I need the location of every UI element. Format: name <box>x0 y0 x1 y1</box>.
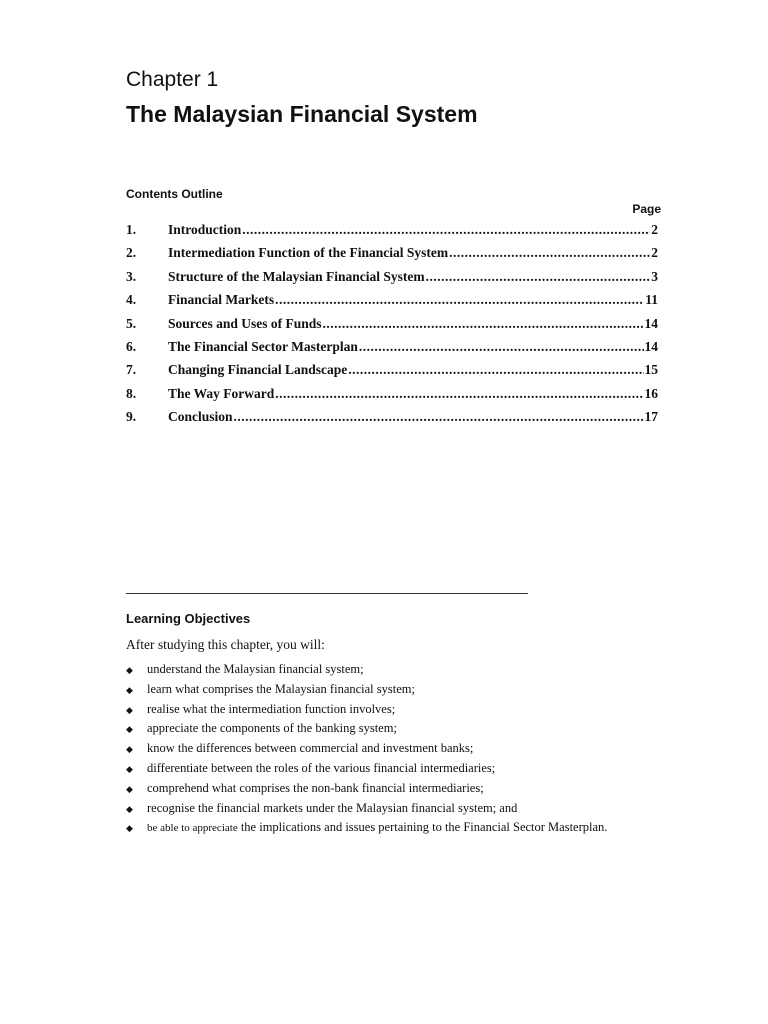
toc-dot-leader <box>359 339 644 355</box>
list-item <box>126 721 726 741</box>
toc-page-number: 15 <box>644 362 658 378</box>
list-item <box>126 761 726 781</box>
toc-number: 6. <box>126 338 137 354</box>
objective-text: understand the Malaysian financial system; <box>147 662 364 676</box>
toc-title: Sources and Uses of Funds <box>168 315 322 331</box>
toc-dot-leader <box>234 409 644 425</box>
toc-dot-leader <box>348 362 643 378</box>
list-item <box>126 781 726 801</box>
toc-page-number: 3 <box>651 268 658 284</box>
toc-title: Changing Financial Landscape <box>168 362 348 378</box>
diamond-bullet-icon: ◆ <box>126 823 133 834</box>
toc-number: 3. <box>126 268 137 284</box>
learning-objectives-list <box>126 662 726 840</box>
list-item <box>126 702 726 722</box>
toc-number: 5. <box>126 315 137 331</box>
list-item <box>126 820 726 840</box>
objective-text: realise what the intermediation function involves; <box>147 701 396 716</box>
toc-entry <box>126 362 658 385</box>
toc-page-number: 2 <box>651 222 658 237</box>
objective-lead-text: be able to appreciate <box>147 822 238 835</box>
learning-objectives-heading: Learning Objectives <box>126 611 251 626</box>
toc-title: Introduction <box>168 222 242 237</box>
diamond-bullet-icon: ◆ <box>126 684 133 695</box>
toc-entry <box>126 409 658 432</box>
toc-title: The Financial Sector Masterplan <box>168 338 358 354</box>
toc-title: The Way Forward <box>168 385 275 401</box>
contents-outline-heading: Contents Outline <box>126 187 223 201</box>
objective-text: recognise the financial markets under the Malaysian financial system; and <box>147 800 518 815</box>
toc-title: Conclusion <box>168 409 233 425</box>
toc-number: 1. <box>126 222 137 237</box>
toc-dot-leader <box>275 386 643 402</box>
objective-text: comprehend what comprises the non-bank financial intermediaries; <box>147 780 484 795</box>
diamond-bullet-icon: ◆ <box>126 744 133 755</box>
toc-number: 4. <box>126 292 137 308</box>
toc-number: 7. <box>126 362 137 378</box>
chapter-label: Chapter 1 <box>126 68 219 91</box>
toc-dot-leader <box>323 316 644 332</box>
toc-page-number: 14 <box>644 315 658 331</box>
diamond-bullet-icon: ◆ <box>126 665 133 675</box>
table-of-contents <box>126 222 658 433</box>
learning-objectives-intro: After studying this chapter, you will: <box>126 637 325 652</box>
toc-entry <box>126 386 658 409</box>
objective-text: appreciate the components of the banking system; <box>147 721 397 736</box>
toc-dot-leader <box>275 292 644 308</box>
toc-title: Structure of the Malaysian Financial System <box>168 268 425 284</box>
objective-text: differentiate between the roles of the various financial intermediaries; <box>147 760 496 775</box>
objective-text: the implications and issues pertaining to the Financial Sector Masterplan. <box>237 820 608 835</box>
toc-page-number: 2 <box>651 245 658 261</box>
list-item <box>126 741 726 761</box>
toc-entry <box>126 245 658 268</box>
toc-number: 2. <box>126 245 137 261</box>
list-item <box>126 801 726 821</box>
toc-page-number: 14 <box>644 338 658 354</box>
diamond-bullet-icon: ◆ <box>126 783 133 794</box>
toc-entry <box>126 292 658 315</box>
page-column-heading: Page <box>632 202 661 216</box>
toc-entry <box>126 269 658 292</box>
toc-page-number: 11 <box>645 292 658 308</box>
list-item <box>126 662 726 682</box>
toc-entry <box>126 339 658 362</box>
list-item <box>126 682 726 702</box>
toc-page-number: 17 <box>644 409 658 425</box>
diamond-bullet-icon: ◆ <box>126 704 133 715</box>
section-divider <box>126 593 528 594</box>
diamond-bullet-icon: ◆ <box>126 724 133 735</box>
toc-page-number: 16 <box>644 385 658 401</box>
chapter-title: The Malaysian Financial System <box>126 101 478 127</box>
toc-entry <box>126 222 658 245</box>
toc-entry <box>126 316 658 339</box>
toc-dot-leader <box>449 245 650 261</box>
toc-number: 8. <box>126 385 137 401</box>
diamond-bullet-icon: ◆ <box>126 763 133 774</box>
objective-text: know the differences between commercial and investment banks; <box>147 741 474 756</box>
toc-dot-leader <box>242 222 650 238</box>
objective-text: learn what comprises the Malaysian financial system; <box>147 681 415 696</box>
diamond-bullet-icon: ◆ <box>126 803 133 814</box>
toc-title: Financial Markets <box>168 292 275 308</box>
toc-number: 9. <box>126 409 137 425</box>
toc-title: Intermediation Function of the Financial System <box>168 245 449 261</box>
toc-dot-leader <box>426 269 651 285</box>
